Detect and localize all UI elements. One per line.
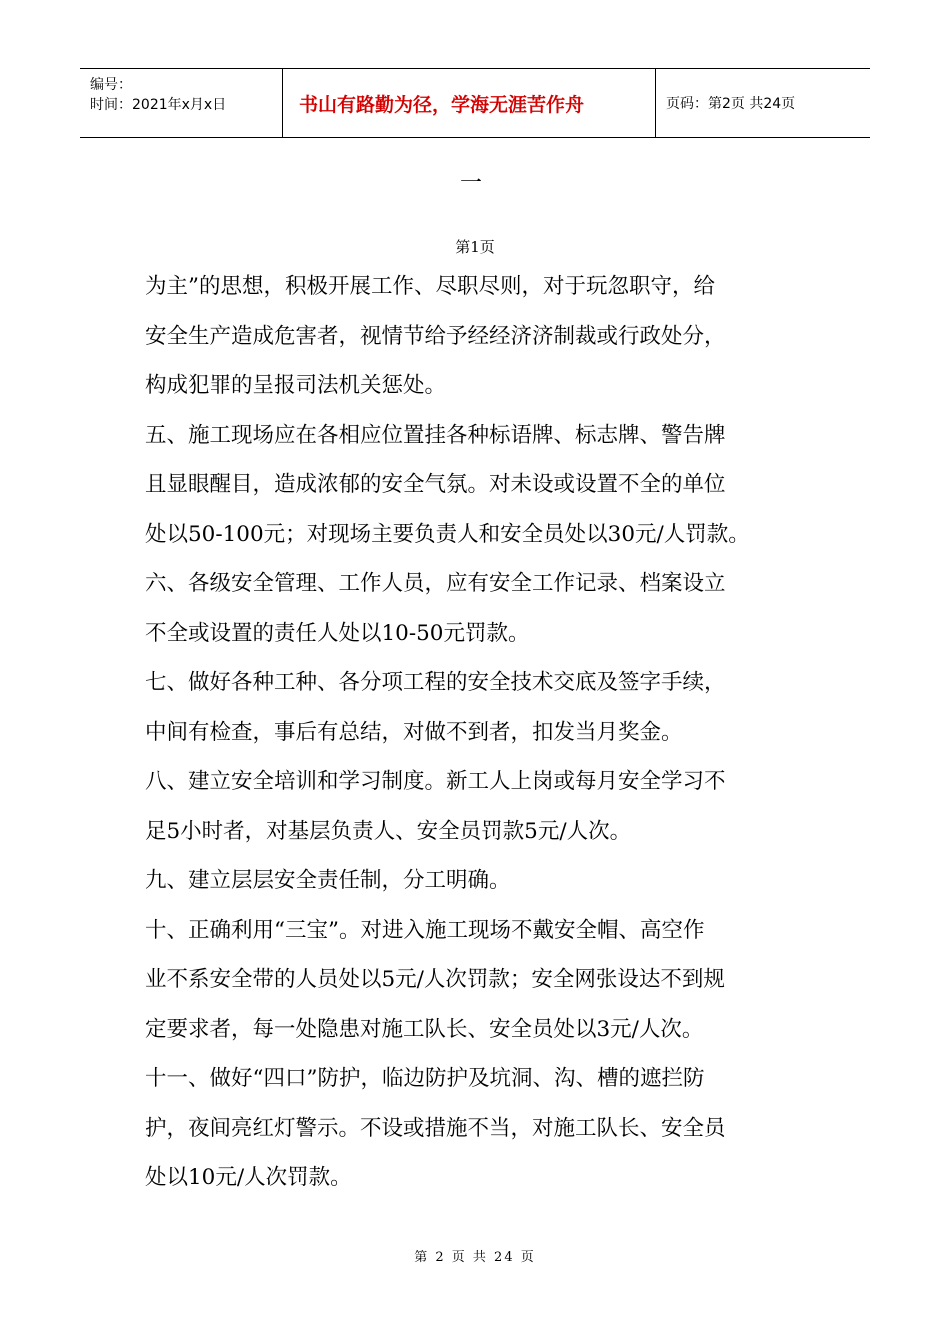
body-line: 定要求者，每一处隐患对施工队长、安全员处以3元/人次。 <box>145 1016 704 1042</box>
separator-dash: 一 <box>460 171 483 196</box>
header-page-cell <box>656 69 870 137</box>
body-line: 且显眼醒目，造成浓郁的安全气氛。对未设或设置不全的单位 <box>145 472 726 497</box>
document-body <box>145 262 815 1203</box>
header-page-info: 页码：第2页 共24页 <box>666 96 796 112</box>
body-line: 安全生产造成危害者，视情节给予经经济济制裁或行政处分， <box>145 323 726 349</box>
body-line: 处以50-100元；对现场主要负责人和安全员处以30元/人罚款。 <box>145 521 750 547</box>
body-line: 七、做好各种工种、各分项工程的安全技术交底及签字手续， <box>145 670 726 695</box>
body-line: 护，夜间亮红灯警示。不设或措施不当，对施工队长、安全员 <box>145 1115 726 1141</box>
document-number-label: 编号： <box>90 77 132 93</box>
body-line: 业不系安全带的人员处以5元/人次罚款；安全网张设达不到规 <box>145 967 725 992</box>
body-line: 构成犯罪的呈报司法机关惩处。 <box>145 373 447 398</box>
body-line: 十、正确利用“三宝”。对进入施工现场不戴安全帽、高空作 <box>145 917 705 943</box>
body-line: 中间有检查，事后有总结，对做不到者，扣发当月奖金。 <box>145 719 683 745</box>
body-line: 八、建立安全培训和学习制度。新工人上岗或每月安全学习不 <box>145 769 726 794</box>
header-meta <box>80 69 282 137</box>
previous-page-label: 第1页 <box>455 238 495 256</box>
document-time-label: 时间：2021年x月x日 <box>90 97 227 113</box>
body-line: 处以10元/人次罚款。 <box>145 1165 352 1190</box>
header-motto: 书山有路勤为径，学海无涯苦作舟 <box>299 93 585 116</box>
body-line: 十一、做好“四口”防护，临边防护及坑洞、沟、槽的遮拦防 <box>145 1066 705 1091</box>
body-line: 不全或设置的责任人处以10-50元罚款。 <box>145 620 530 646</box>
body-line: 为主”的思想，积极开展工作、尽职尽则，对于玩忽职守，给 <box>145 274 715 299</box>
body-line: 五、施工现场应在各相应位置挂各种标语牌、标志牌、警告牌 <box>145 422 726 448</box>
body-line: 九、建立层层安全责任制，分工明确。 <box>145 868 511 893</box>
page-header <box>80 68 870 138</box>
header-motto-cell <box>282 69 656 137</box>
body-line: 足5小时者，对基层负责人、安全员罚款5元/人次。 <box>145 818 632 844</box>
body-line: 六、各级安全管理、工作人员，应有安全工作记录、档案设立 <box>145 571 726 596</box>
page-footer: 第 2 页 共 24 页 <box>414 1250 536 1265</box>
